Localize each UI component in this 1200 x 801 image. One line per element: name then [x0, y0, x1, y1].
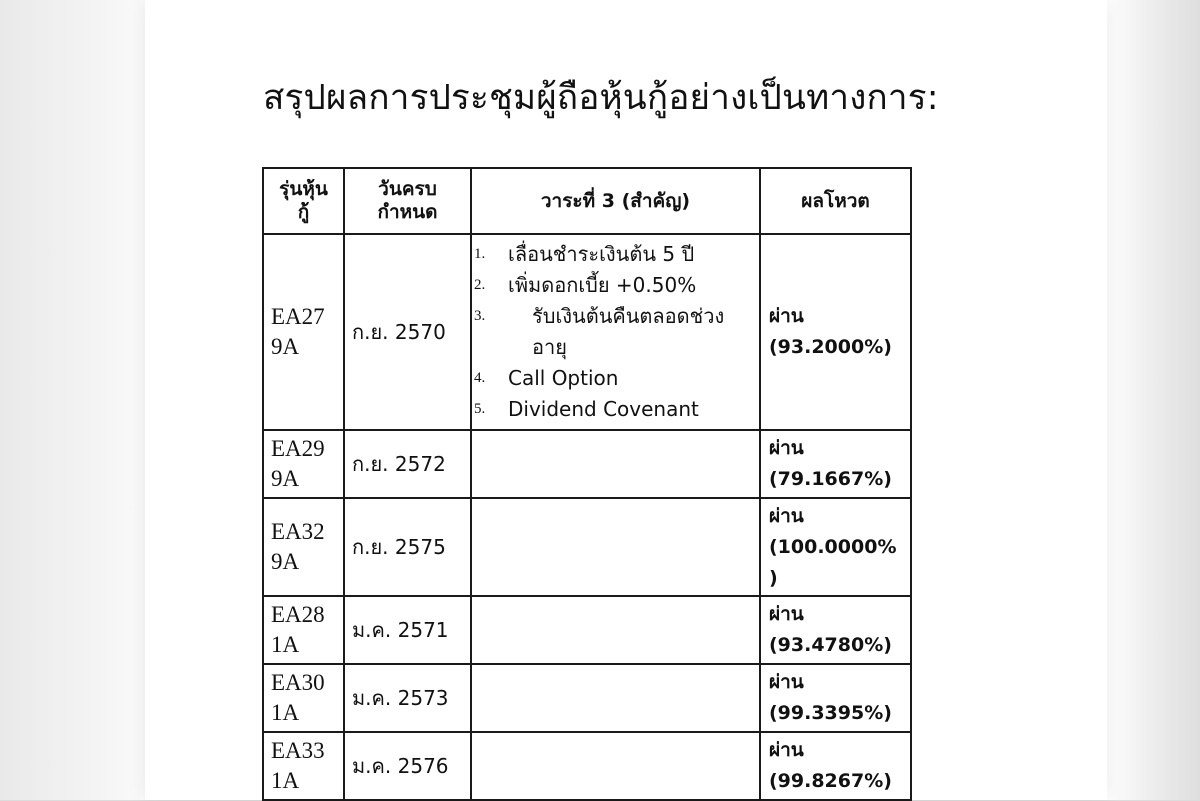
agenda-cell — [471, 234, 760, 430]
series-cell: EA29 9A — [263, 430, 344, 498]
series-cell: EA30 1A — [263, 664, 344, 732]
maturity-cell: ม.ค. 2576 — [344, 732, 471, 800]
series-cell: EA32 9A — [263, 498, 344, 596]
vote-result-cell: ผ่าน (100.0000% ) — [760, 498, 911, 596]
page-title: สรุปผลการประชุมผู้ถือหุ้นกู้อย่างเป็นทางการ: — [263, 78, 939, 118]
header-vote-result: ผลโหวต — [760, 168, 911, 234]
list-item: 1. เลื่อนชำระเงินต้น 5 ปี — [474, 242, 695, 266]
table-header-row — [263, 168, 911, 234]
table-row — [263, 498, 911, 596]
agenda-cell — [471, 498, 760, 596]
header-maturity: วันครบ กำหนด — [344, 168, 471, 234]
table-row — [263, 596, 911, 664]
table-row — [263, 234, 911, 430]
table-row — [263, 732, 911, 800]
list-item: 3. รับเงินต้นคืนตลอดช่วงอายุ — [474, 304, 725, 359]
document-page — [145, 0, 1107, 800]
agenda-cell — [471, 664, 760, 732]
vote-results-table — [262, 167, 912, 801]
vote-result-cell: ผ่าน (93.4780%) — [760, 596, 911, 664]
header-series: รุ่นหุ้น กู้ — [263, 168, 344, 234]
list-item: 4. Call Option — [474, 366, 619, 390]
series-cell: EA28 1A — [263, 596, 344, 664]
maturity-cell: ม.ค. 2571 — [344, 596, 471, 664]
table-row — [263, 664, 911, 732]
vote-result-cell: ผ่าน (99.3395%) — [760, 664, 911, 732]
vote-result-cell: ผ่าน (93.2000%) — [760, 234, 911, 430]
list-item: 2. เพิ่มดอกเบี้ย +0.50% — [474, 273, 697, 297]
maturity-cell: ก.ย. 2570 — [344, 234, 471, 430]
maturity-cell: ม.ค. 2573 — [344, 664, 471, 732]
vote-result-cell: ผ่าน (99.8267%) — [760, 732, 911, 800]
agenda-cell — [471, 596, 760, 664]
list-item: 5. Dividend Covenant — [474, 397, 699, 421]
header-agenda: วาระที่ 3 (สำคัญ) — [471, 168, 760, 234]
agenda-cell — [471, 732, 760, 800]
background-right — [1105, 0, 1200, 800]
maturity-cell: ก.ย. 2575 — [344, 498, 471, 596]
agenda-list — [472, 235, 759, 429]
maturity-cell: ก.ย. 2572 — [344, 430, 471, 498]
agenda-cell — [471, 430, 760, 498]
table-row — [263, 430, 911, 498]
series-cell: EA27 9A — [263, 234, 344, 430]
background-left — [0, 0, 145, 800]
vote-result-cell: ผ่าน (79.1667%) — [760, 430, 911, 498]
series-cell: EA33 1A — [263, 732, 344, 800]
